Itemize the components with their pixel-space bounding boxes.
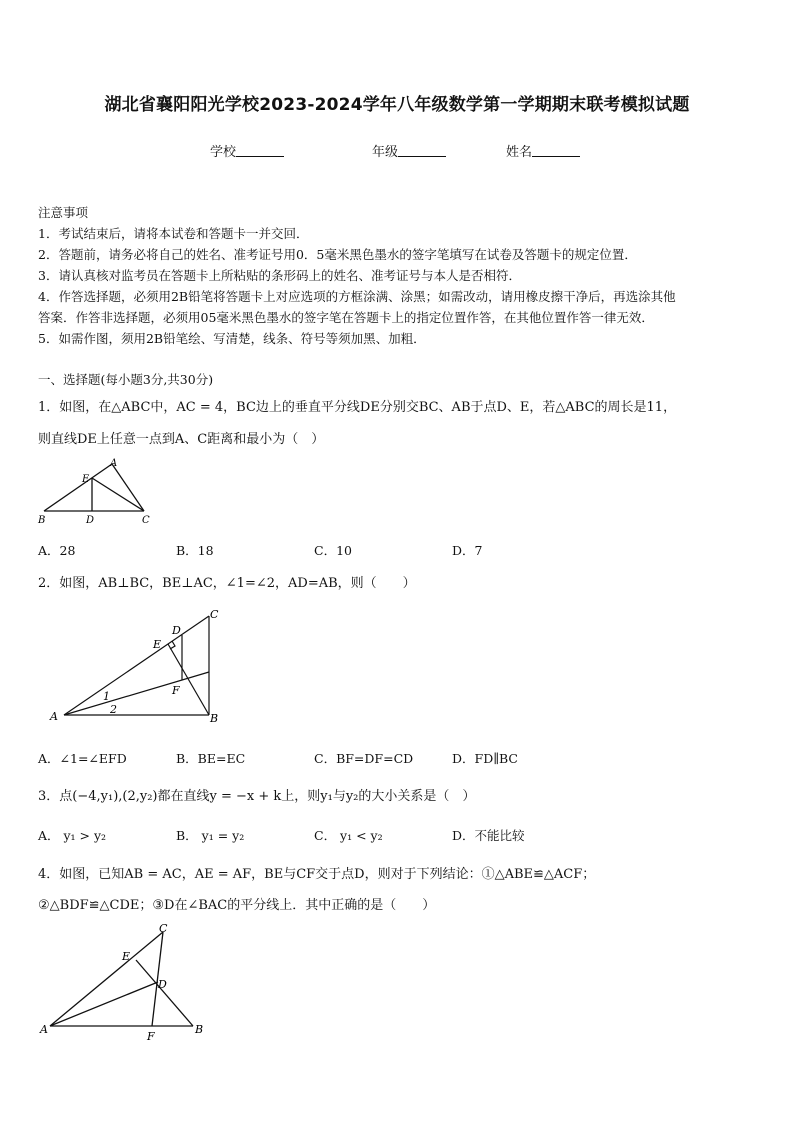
q1-label-b: B [38, 515, 46, 526]
q4-segment-be [136, 960, 193, 1026]
q1-option-d: D．7 [452, 543, 483, 558]
q1-option-c: C．10 [314, 543, 352, 558]
q1-label-e: E [82, 474, 90, 485]
q4-stem-cont: ②△BDF≌△CDE；③D在∠BAC的平分线上．其中正确的是（ ） [38, 898, 436, 913]
q4-label-a: A [40, 1023, 48, 1036]
q1-segment-ba [44, 464, 112, 511]
grade-blank [398, 144, 446, 157]
q4-segment-ac [50, 932, 163, 1026]
q1-label-c: C [142, 515, 150, 526]
name-field [506, 141, 580, 160]
q2-angle-2: 2 [110, 703, 117, 716]
q1-figure [36, 454, 156, 526]
q4-stem: 4．如图，已知AB = AC，AE = AF，BE与CF交于点D，则对于下列结论：①△ABE≌△ACF； [38, 867, 596, 882]
school-field [210, 141, 284, 160]
note-item: 2．答题前，请务必将自己的姓名、准考证号用0．5毫米黑色墨水的签字笔填写在试卷及答题卡的规定位置． [38, 247, 637, 262]
exam-title: 湖北省襄阳阳光学校2023-2024学年八年级数学第一学期期末联考模拟试题 [104, 95, 690, 115]
q2-label-d: D [172, 624, 181, 637]
note-item: 答案．作答非选择题，必须用05毫米黑色墨水的签字笔在答题卡上的指定位置作答，在其他位置作答一律无效． [38, 310, 654, 325]
q2-segment-af [64, 672, 209, 715]
q4-label-d: D [158, 978, 167, 991]
school-label: 学校 [210, 145, 237, 160]
grade-label: 年级 [372, 145, 399, 160]
note-item: 3．请认真核对监考员在答题卡上所粘贴的条形码上的姓名、准考证号与本人是否相符． [38, 268, 521, 283]
q2-segment-ac [64, 616, 209, 715]
q4-label-e: E [122, 950, 131, 963]
q2-option-b: B．BE=EC [176, 751, 246, 766]
grade-field [372, 141, 446, 160]
q2-figure [48, 602, 234, 726]
q2-option-c: C．BF=DF=CD [314, 751, 414, 766]
q2-segment-be [168, 644, 209, 715]
q4-segment-ad [50, 982, 158, 1026]
q4-label-f: F [147, 1030, 155, 1043]
q2-option-a: A．∠1=∠EFD [38, 751, 127, 766]
q1-stem-cont: 则直线DE上任意一点到A、C距离和最小为（ ） [38, 432, 325, 447]
q3-option-c: C． y₁ < y₂ [314, 828, 383, 843]
q4-label-c: C [159, 922, 168, 935]
school-blank [236, 144, 284, 157]
q1-segment-ec [92, 478, 144, 511]
q4-label-b: B [195, 1023, 204, 1036]
q2-angle-1: 1 [103, 690, 110, 703]
q1-option-a: A．28 [38, 543, 76, 558]
q2-label-e: E [153, 638, 162, 651]
q1-stem: 1．如图，在△ABC中，AC = 4，BC边上的垂直平分线DE分别交BC、AB于点D、E，若△ABC的周长是11， [38, 400, 677, 415]
q1-segment-ac [112, 464, 144, 511]
q2-option-d: D．FD∥BC [452, 751, 518, 766]
q1-option-b: B．18 [176, 543, 214, 558]
notes-heading: 注意事项 [38, 205, 89, 220]
q2-label-a: A [50, 710, 58, 723]
q2-label-f: F [172, 684, 180, 697]
note-item: 1．考试结束后，请将本试卷和答题卡一并交回． [38, 226, 309, 241]
q2-stem: 2．如图，AB⊥BC，BE⊥AC，∠1=∠2，AD=AB，则（ ） [38, 576, 416, 591]
section-heading: 一、选择题(每小题3分,共30分) [38, 372, 214, 387]
q1-label-a: A [110, 458, 118, 469]
q3-option-d: D．不能比较 [452, 828, 525, 843]
q2-label-c: C [210, 608, 219, 621]
q2-label-b: B [210, 712, 219, 725]
q4-figure [38, 920, 213, 1044]
q1-label-d: D [86, 515, 95, 526]
name-blank [532, 144, 580, 157]
q3-option-b: B． y₁ = y₂ [176, 828, 245, 843]
note-item: 5．如需作图，须用2B铅笔绘、写清楚，线条、符号等须加黑、加粗． [38, 331, 426, 346]
note-item: 4．作答选择题，必须用2B铅笔将答题卡上对应选项的方框涂满、涂黑；如需改动，请用橡皮擦干净后，再选涂其他 [38, 289, 676, 304]
q3-stem: 3．点(−4,y₁),(2,y₂)都在直线y = −x + k上，则y₁与y₂的大小关系是（ ） [38, 789, 476, 804]
q3-option-a: A． y₁ > y₂ [38, 828, 107, 843]
name-label: 姓名 [506, 145, 533, 160]
